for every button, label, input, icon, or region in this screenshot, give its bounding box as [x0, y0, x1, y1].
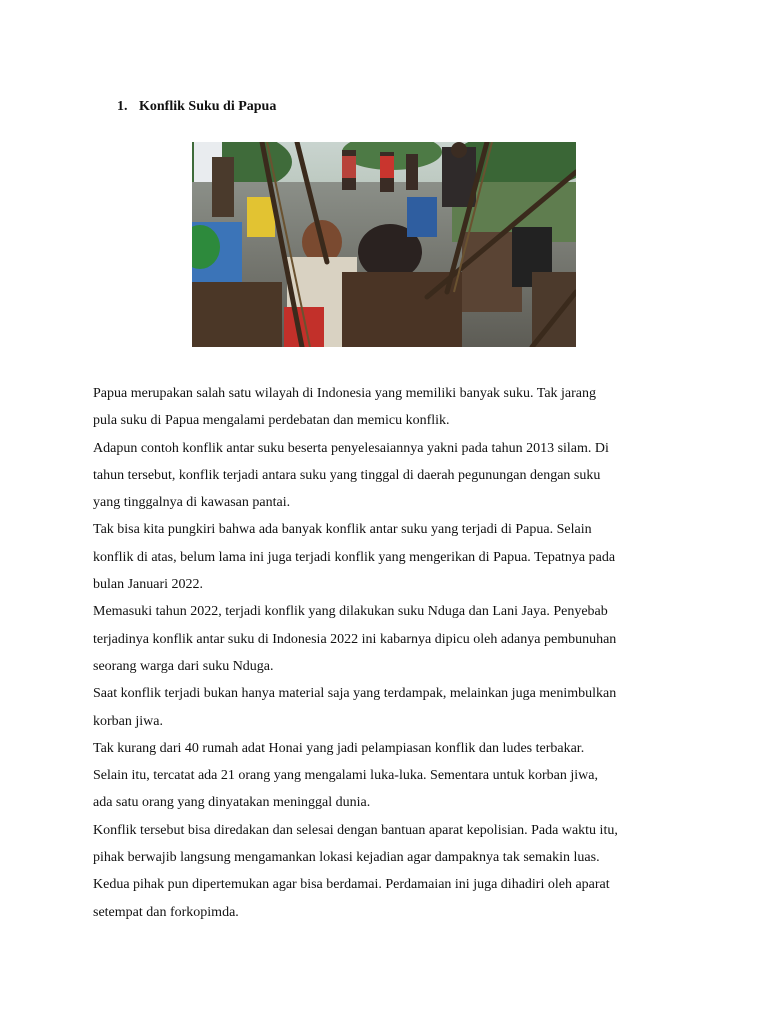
text-line: Konflik tersebut bisa diredakan dan selesai dengan bantuan aparat kepolisian. Pada waktu itu, — [93, 822, 618, 838]
conflict-photo — [192, 142, 576, 347]
text-line: tahun tersebut, konflik terjadi antara suku yang tinggal di daerah pegunungan dengan suku — [93, 467, 601, 483]
text-line: Selain itu, tercatat ada 21 orang yang mengalami luka-luka. Sementara untuk korban jiwa, — [93, 768, 598, 784]
text-line: seorang warga dari suku Nduga. — [93, 658, 274, 674]
heading-number: 1. — [117, 99, 128, 114]
text-line: pihak berwajib langsung mengamankan lokasi kejadian agar dampaknya tak semakin luas. — [93, 850, 600, 866]
text-line: Adapun contoh konflik antar suku beserta penyelesaiannya yakni pada tahun 2013 silam. Di — [93, 440, 609, 456]
text-line: ada satu orang yang dinyatakan meninggal dunia. — [93, 795, 371, 811]
section-heading — [117, 98, 276, 116]
text-line: Saat konflik terjadi bukan hanya material saja yang terdampak, melainkan juga menimbulkan — [93, 686, 617, 702]
text-line: pula suku di Papua mengalami perdebatan dan memicu konflik. — [93, 413, 450, 429]
text-line: terjadinya konflik antar suku di Indonesia 2022 ini kabarnya dipicu oleh adanya pembunuhan — [93, 631, 617, 647]
text-line: konflik di atas, belum lama ini juga terjadi konflik yang mengerikan di Papua. Tepatnya pada — [93, 549, 616, 565]
text-line: Memasuki tahun 2022, terjadi konflik yang dilakukan suku Nduga dan Lani Jaya. Penyebab — [93, 604, 608, 620]
text-line: bulan Januari 2022. — [93, 577, 204, 593]
text-line: yang tinggalnya di kawasan pantai. — [93, 495, 291, 511]
text-line: Papua merupakan salah satu wilayah di Indonesia yang memiliki banyak suku. Tak jarang — [93, 386, 597, 401]
text-line: Tak bisa kita pungkiri bahwa ada banyak konflik antar suku yang terjadi di Papua. Selain — [93, 522, 592, 538]
text-line: setempat dan forkopimda. — [93, 904, 239, 920]
text-line: Tak kurang dari 40 rumah adat Honai yang jadi pelampiasan konflik dan ludes terbakar. — [93, 740, 585, 756]
text-line: korban jiwa. — [93, 713, 163, 729]
heading-title: Konflik Suku di Papua — [139, 99, 277, 114]
body-text — [93, 380, 693, 926]
text-line: Kedua pihak pun dipertemukan agar bisa berdamai. Perdamaian ini juga dihadiri oleh aparat — [93, 877, 610, 893]
